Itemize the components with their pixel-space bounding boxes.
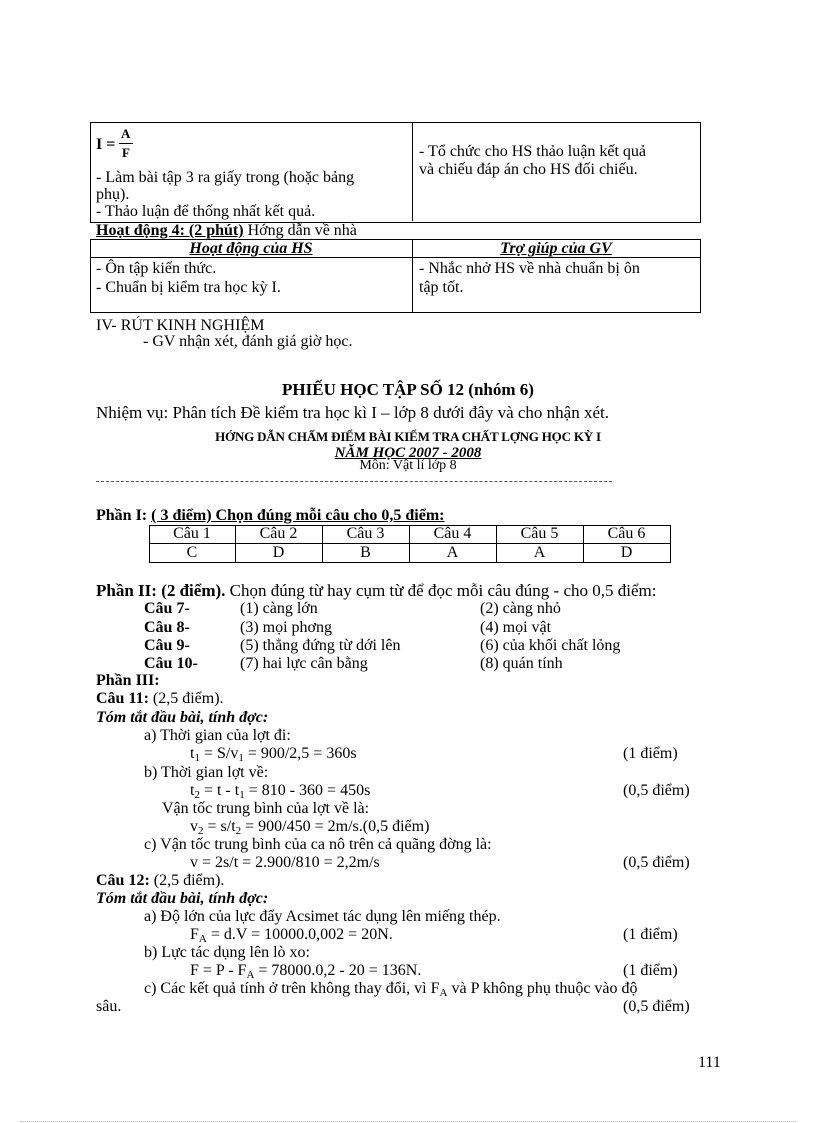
top-left-line-2: phụ). — [96, 186, 130, 203]
part2-option-b: (2) càng nhỏ — [480, 600, 561, 617]
q12-b-text: b) Lực tác dụng lên lò xo: — [144, 944, 310, 961]
top-left-line-3: - Thảo luận để thống nhất kết quả. — [96, 203, 316, 220]
q11-c-calc: v = 2s/t = 2.900/810 = 2,2m/s — [190, 854, 380, 871]
q12-a-calc: $F_A = d.V = 10000.0,002 = 20N$. — [190, 926, 393, 945]
q12-b-calc-part2: = 78000.0,2 - 20 = 136N. — [258, 962, 422, 979]
q11-v-calc: $v_2 = s/t_2 = 900/450 = 2m/s.(0,5$ điểm) — [190, 818, 430, 837]
q11-v-calc-part1: = s/t — [207, 818, 236, 835]
answer-header: Câu 1 — [173, 525, 211, 542]
q12-a-text: a) Độ lớn của lực đẩy Acsimet tác dụng lên miếng thép. — [144, 908, 501, 925]
q12-label: Câu 12: — [96, 872, 150, 889]
part1-label: Phần I: — [96, 507, 148, 524]
q12-a-calc-value: = d.V = 10000.0,002 = 20N. — [210, 926, 393, 943]
part2-question: Câu 7- — [144, 600, 190, 617]
q11-b-calc-part1: = t - t — [203, 782, 240, 799]
q11-a-calc-part1: = S/v — [203, 745, 239, 762]
page-bottom-dotted-line — [20, 1121, 796, 1122]
guide-title: HỚNG DẪN CHẤM ĐIỂM BÀI KIỂM TRA CHẤT LỢNG HỌC KỲ I — [215, 429, 601, 444]
q11-b-calc-part2: = 810 - 360 = 450s — [248, 782, 371, 799]
q12-summary: Tóm tắt đầu bài, tính đợc: — [96, 890, 269, 907]
q12-b-calc-part1: F = P - F — [190, 962, 247, 979]
part3-label: Phần III: — [96, 672, 160, 689]
part2-question: Câu 8- — [144, 619, 190, 636]
school-year: NĂM HỌC 2007 - 2008 — [334, 445, 482, 461]
q12-a-points: (1 điểm) — [623, 926, 678, 943]
q12-b-points: (1 điểm) — [623, 962, 678, 979]
q11-heading — [96, 690, 224, 708]
part2-label: Phần II: — [96, 581, 157, 600]
activity4-subtitle: Hớng dẫn về nhà — [247, 222, 357, 239]
worksheet-title: PHIẾU HỌC TẬP SỐ 12 (nhóm 6) — [282, 380, 534, 399]
part2-option-b: (4) mọi vật — [480, 619, 552, 636]
part2-question: Câu 9- — [144, 637, 190, 654]
q11-a-points: (1 điểm) — [623, 745, 678, 762]
part2-desc: Chọn đúng từ hay cụm từ để đọc mỗi câu đúng - cho 0,5 điểm: — [229, 581, 657, 600]
top-table-divider — [412, 122, 413, 221]
top-right-line-2: và chiếu đáp án cho HS đối chiếu. — [419, 161, 638, 178]
answer-cell: D — [272, 544, 285, 561]
q11-label: Câu 11: — [96, 690, 149, 707]
separator-line — [96, 481, 612, 482]
part2-option-a: (1) càng lớn — [240, 600, 318, 617]
part2-bold-desc: (2 điểm). — [161, 581, 226, 600]
section4-line: - GV nhận xét, đánh giá giờ học. — [143, 333, 353, 350]
gv-line-2: tập tốt. — [419, 279, 464, 296]
q12-c-points: (0,5 điểm) — [623, 998, 690, 1015]
answer-header: Câu 6 — [607, 525, 646, 542]
q11-points: (2,5 điểm). — [152, 690, 224, 707]
answer-header: Câu 3 — [346, 525, 385, 542]
part2-question: Câu 10- — [144, 655, 198, 672]
q11-b-points: (0,5 điểm) — [623, 782, 690, 799]
part2-option-a: (7) hai lực cân bằng — [240, 655, 368, 672]
gv-line-1: - Nhắc nhở HS về nhà chuẩn bị ôn — [419, 260, 640, 277]
section4-heading: IV- RÚT KINH NGHIỆM — [96, 317, 265, 334]
hs-line-2: - Chuẩn bị kiểm tra học kỳ I. — [96, 279, 281, 296]
q11-a-text: a) Thời gian của lợt đi: — [144, 727, 291, 744]
part2-option-b: (8) quán tính — [480, 655, 563, 672]
q12-c-text-line2: sâu. — [96, 998, 122, 1015]
q12-c-part1: c) Các kết quả tính ở trên không thay đổi, vì F — [144, 980, 440, 997]
formula-denominator: F — [122, 145, 130, 160]
q11-a-calc-part2: = 900/2,5 = 360s — [247, 745, 357, 762]
q11-summary: Tóm tắt đầu bài, tính đợc: — [96, 709, 269, 726]
worksheet-task: Nhiệm vụ: Phân tích Đề kiểm tra học kì I – lớp 8 dưới đây và cho nhận xét. — [96, 403, 609, 422]
formula-lhs: I = — [96, 136, 116, 153]
part2-heading — [96, 582, 656, 600]
subject-line: Môn: Vật lí lớp 8 — [359, 458, 457, 473]
top-left-line-1: - Làm bài tập 3 ra giấy trong (hoặc bảng — [96, 169, 355, 186]
fraction-bar — [119, 143, 133, 144]
answer-header: Câu 4 — [433, 525, 472, 542]
answer-header: Câu 5 — [520, 525, 559, 542]
q12-c-part2: và P không phụ thuộc vào độ — [451, 980, 638, 997]
part1-heading — [96, 507, 444, 525]
q12-c-text: c) Các kết quả tính ở trên không thay đổi, vì $F_A$ và P không phụ thuộc vào độ — [144, 980, 638, 999]
answer-cell: C — [186, 544, 198, 561]
part2-option-a: (5) thẳng đứng từ dới lên — [240, 637, 401, 654]
q11-v-text: Vận tốc trung bình của lợt về là: — [162, 800, 370, 817]
q11-c-points: (0,5 điểm) — [623, 854, 690, 871]
q11-b-text: b) Thời gian lợt về: — [144, 764, 269, 781]
col-hs-header: Hoạt động của HS — [189, 240, 313, 257]
top-right-line-1: - Tổ chức cho HS thảo luận kết quả — [419, 143, 646, 160]
q11-a-calc: $t_1 = S/v_1 = 900/2,5 = 360s$ — [190, 745, 357, 764]
answer-cell: B — [360, 544, 371, 561]
part2-option-a: (3) mọi phơng — [240, 619, 333, 636]
activity4-title: Hoạt động 4: (2 phút) — [96, 222, 244, 239]
q12-heading — [96, 872, 224, 890]
part2-option-b: (6) của khối chất lỏng — [480, 637, 621, 654]
formula-numerator: A — [121, 126, 131, 141]
q11-b-calc: $t_2 = t - t_1 = 810 - 360 = 450s$ — [190, 782, 371, 801]
answer-cell: A — [446, 544, 459, 561]
activity4-heading — [96, 222, 357, 240]
part1-desc: ( 3 điểm) Chọn đúng mỗi câu cho 0,5 điểm: — [151, 507, 445, 524]
answer-cell: D — [620, 544, 633, 561]
page-number: 111 — [698, 1054, 721, 1071]
q12-points: (2,5 điểm). — [153, 872, 225, 889]
hs-line-1: - Ôn tập kiến thức. — [96, 260, 217, 277]
q11-v-calc-part2: = 900/450 = 2m/s.(0,5 điểm) — [245, 818, 430, 835]
answer-cell: A — [533, 544, 546, 561]
answer-header: Câu 2 — [259, 525, 298, 542]
col-gv-header: Trợ giúp của GV — [500, 240, 612, 257]
q12-b-calc: $F = P - F_A = 78000.0,2 - 20 = 136N$. — [190, 962, 422, 981]
q11-c-text: c) Vận tốc trung bình của ca nô trên cả quãng đờng là: — [144, 836, 492, 853]
